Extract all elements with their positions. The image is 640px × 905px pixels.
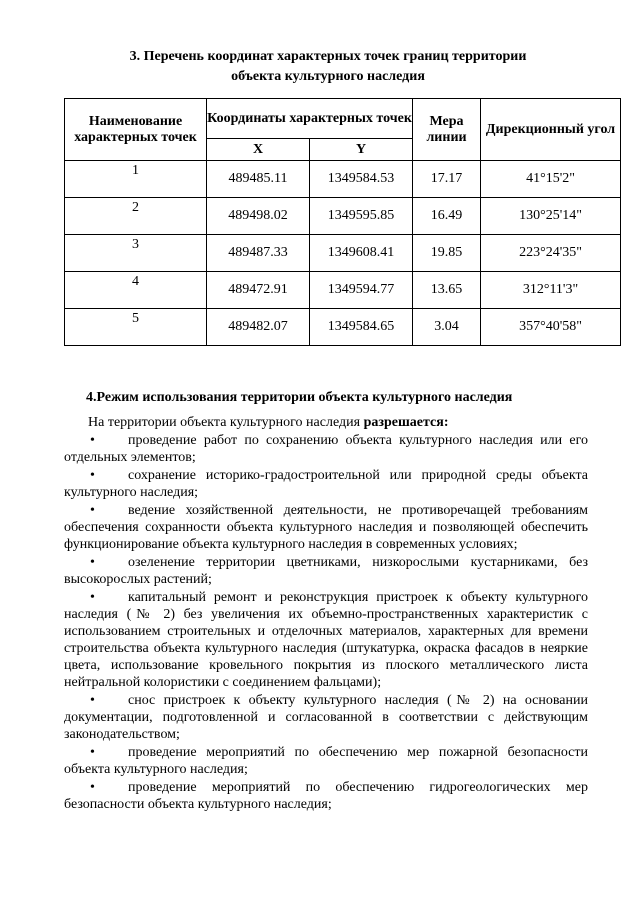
angle-cell: 312°11'3" (481, 272, 621, 309)
bullet-icon: • (90, 780, 95, 795)
list-item-text: проведение мероприятий по обеспечению мер пожарной безопасности объекта культурного наследия; (64, 745, 588, 777)
list-item-text: капитальный ремонт и реконструкция пристроек к объекту культурного наследия (№ 2) без увеличения их объемно-пространственных характеристик с использованием строительных и отделочных материалов, характерных для времени строительства объекта культурного наследия (штукатурка, окраска фасадов в неяркие цвета, использование кровельного покрытия из плоского металлического листа нейтральной колористики с соединением фальцами); (64, 590, 588, 690)
list-item (64, 692, 588, 743)
list-item (64, 589, 588, 691)
angle-cell: 223°24'35" (481, 235, 621, 272)
section-3-heading-line-1: 3. Перечень координат характерных точек границ территории (129, 49, 527, 64)
bullet-icon: • (90, 555, 95, 570)
section-4-heading: 4.Режим использования территории объекта культурного наследия (86, 390, 513, 405)
point-cell: 1 (65, 161, 207, 198)
list-item-text: ведение хозяйственной деятельности, не противоречащей требованиям обеспечения сохранности объекта культурного наследия и позволяющей обеспечить функционирование объекта культурного наследия в современных условиях; (64, 503, 588, 552)
coordinates-table (64, 98, 621, 346)
header-y: Y (310, 139, 413, 161)
y-cell: 1349595.85 (310, 198, 413, 235)
header-points: Наименование характерных точек (65, 99, 207, 161)
header-line-length: Мера линии (413, 99, 481, 161)
list-item (64, 502, 588, 553)
section-3-heading-line-2: объекта культурного наследия (231, 69, 425, 84)
list-item-text: проведение работ по сохранению объекта культурного наследия или его отдельных элементов; (64, 433, 588, 465)
list-item-text: проведение мероприятий по обеспечению гидрогеологических мер безопасности объекта культурного наследия; (64, 780, 588, 812)
table-row (65, 198, 621, 235)
list-item (64, 554, 588, 588)
y-cell: 1349584.53 (310, 161, 413, 198)
list-item-text: сохранение историко-градостроительной или природной среды объекта культурного наследия; (64, 468, 588, 500)
table-row (65, 161, 621, 198)
length-cell: 16.49 (413, 198, 481, 235)
intro-text: На территории объекта культурного наследия (88, 415, 364, 430)
permitted-activities (64, 414, 588, 814)
intro-paragraph (64, 414, 588, 431)
bullet-icon: • (90, 503, 95, 518)
bullet-icon: • (90, 693, 95, 708)
length-cell: 19.85 (413, 235, 481, 272)
length-cell: 3.04 (413, 309, 481, 346)
list-item-text: озеленение территории цветниками, низкорослыми кустарниками, без высокорослых растений; (64, 555, 588, 587)
list-item (64, 779, 588, 813)
list-item (64, 467, 588, 501)
x-cell: 489498.02 (207, 198, 310, 235)
point-cell: 5 (65, 309, 207, 346)
header-x: X (207, 139, 310, 161)
table-row (65, 309, 621, 346)
point-cell: 4 (65, 272, 207, 309)
table-row (65, 272, 621, 309)
y-cell: 1349608.41 (310, 235, 413, 272)
point-cell: 3 (65, 235, 207, 272)
section-3-heading (64, 47, 592, 87)
x-cell: 489485.11 (207, 161, 310, 198)
bullet-icon: • (90, 433, 95, 448)
list-item (64, 432, 588, 466)
intro-bold-text: разрешается: (363, 415, 449, 430)
bullet-icon: • (90, 745, 95, 760)
header-direction-angle: Дирекционный угол (481, 99, 621, 161)
x-cell: 489472.91 (207, 272, 310, 309)
angle-cell: 41°15'2" (481, 161, 621, 198)
angle-cell: 130°25'14" (481, 198, 621, 235)
point-cell: 2 (65, 198, 207, 235)
bullet-icon: • (90, 468, 95, 483)
bullet-icon: • (90, 590, 95, 605)
list-item (64, 744, 588, 778)
table-header-row (65, 99, 621, 139)
header-coordinates: Координаты характерных точек (207, 99, 413, 139)
permitted-list (64, 432, 588, 813)
angle-cell: 357°40'58" (481, 309, 621, 346)
length-cell: 17.17 (413, 161, 481, 198)
y-cell: 1349584.65 (310, 309, 413, 346)
list-item-text: снос пристроек к объекту культурного наследия (№ 2) на основании документации, подготовленной и согласованной в соответствии с действующим законодательством; (64, 693, 588, 742)
length-cell: 13.65 (413, 272, 481, 309)
x-cell: 489487.33 (207, 235, 310, 272)
x-cell: 489482.07 (207, 309, 310, 346)
y-cell: 1349594.77 (310, 272, 413, 309)
table-row (65, 235, 621, 272)
